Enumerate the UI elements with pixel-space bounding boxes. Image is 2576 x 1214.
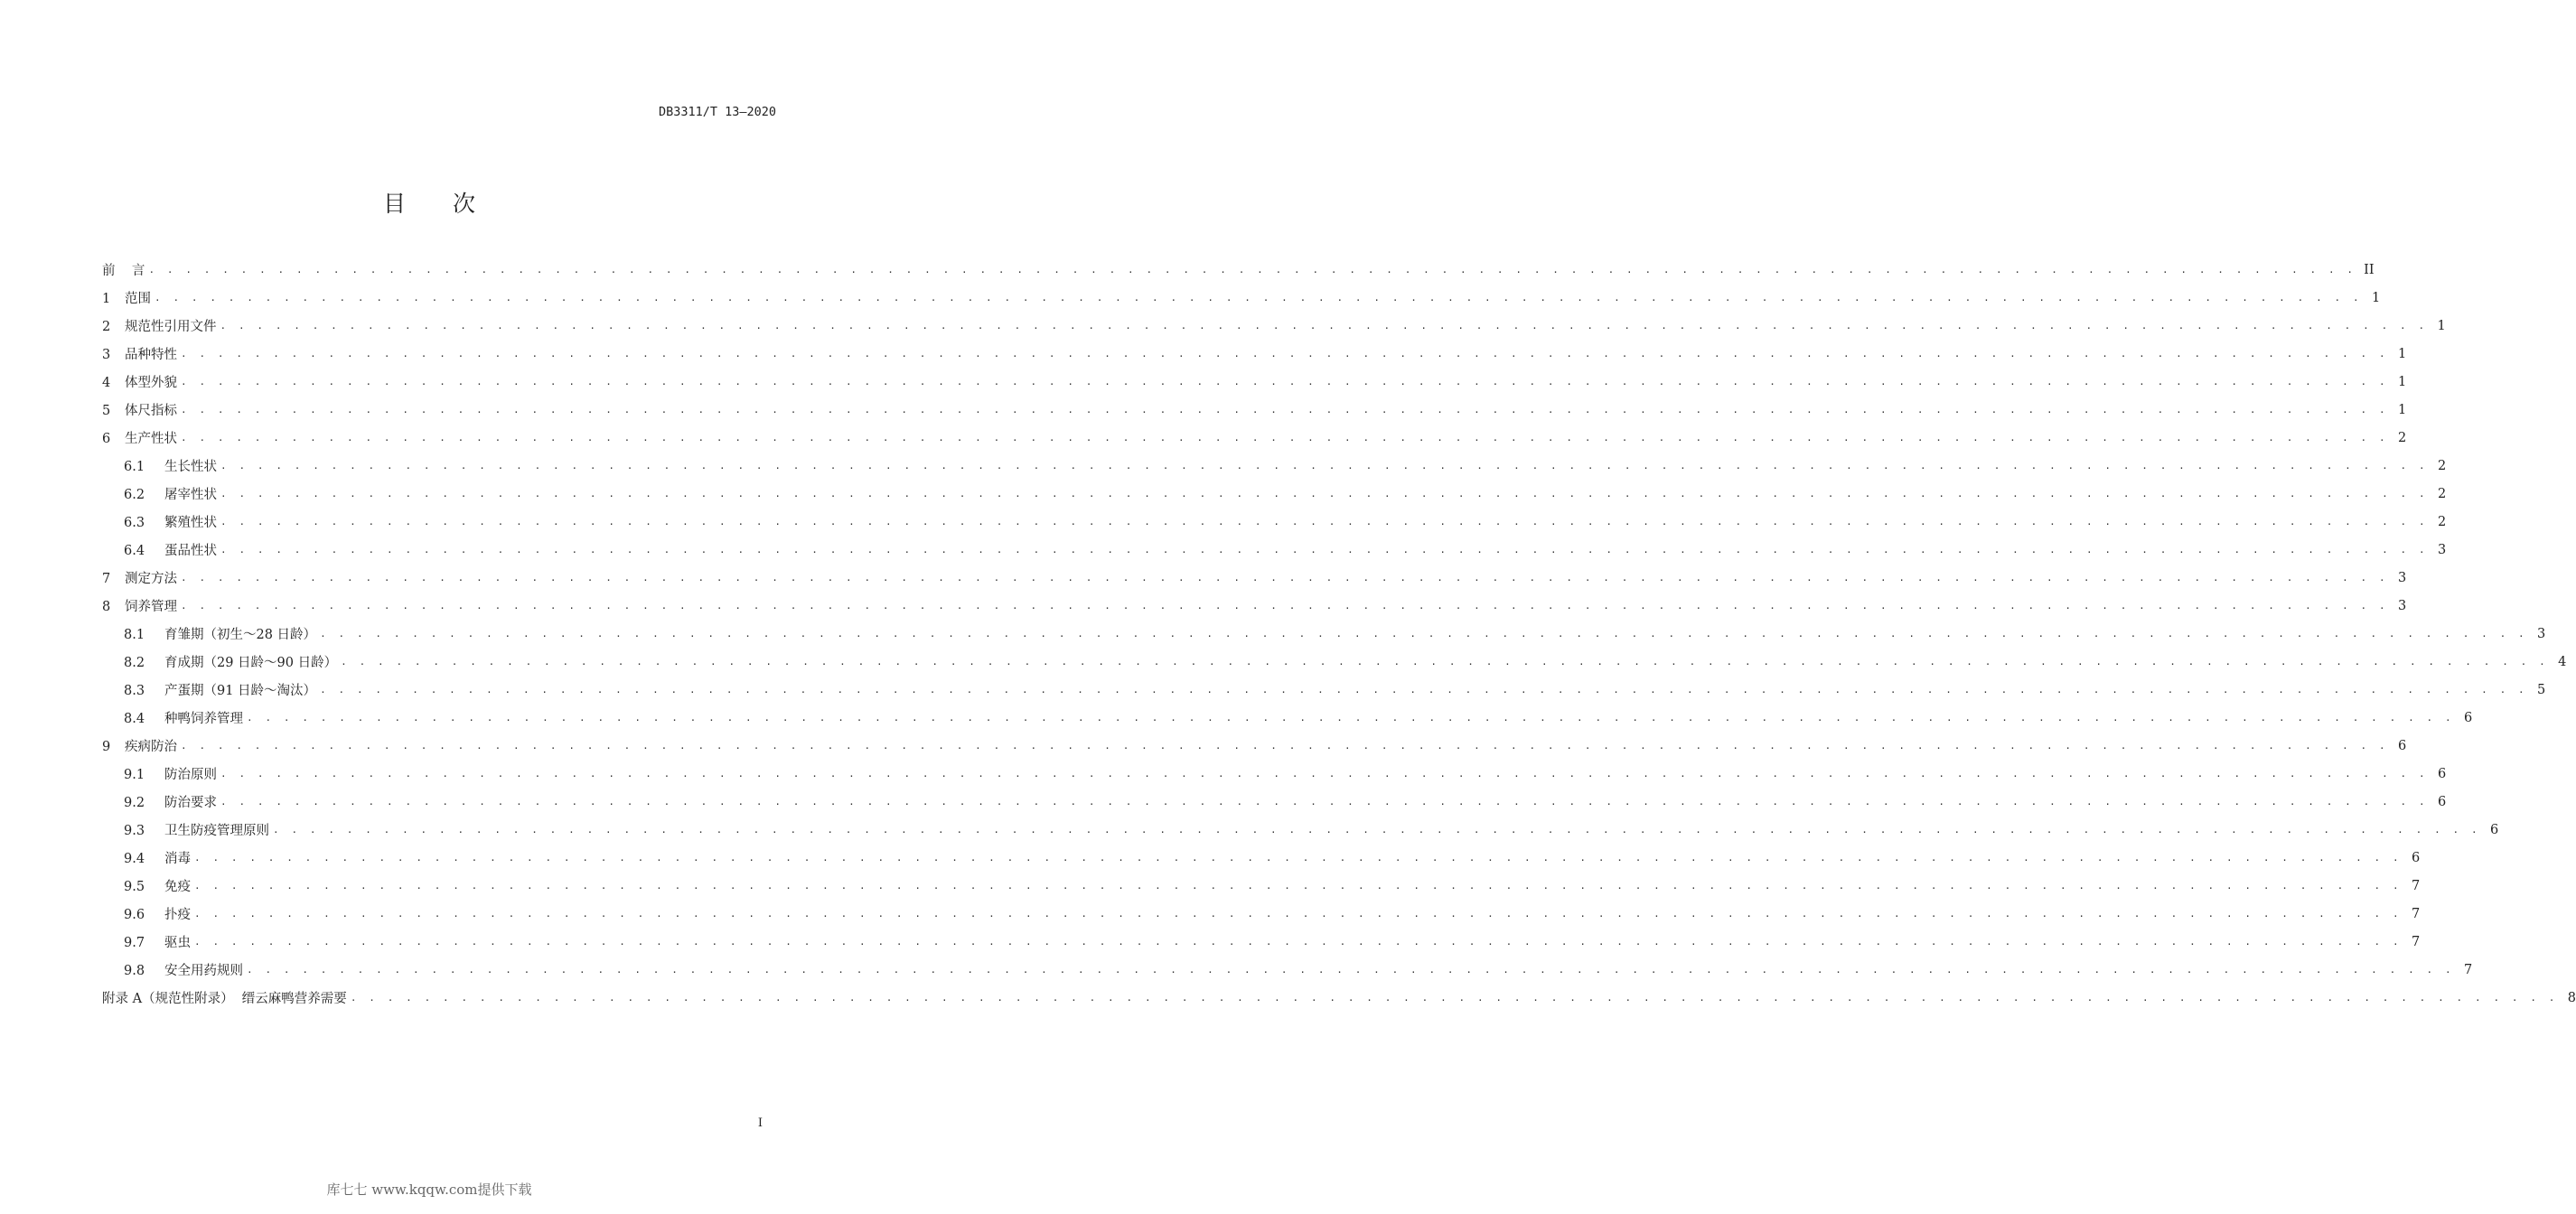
toc-entry-number: 6.1 [124,460,145,474]
toc-entry-page: 6 [2437,766,2447,781]
toc-entry-label [124,848,191,867]
toc-entry-text: 体尺指标 [125,404,177,418]
toc-entry-page: 1 [2397,374,2407,389]
toc-entry-label [102,428,177,447]
toc-leader-dots: . . . . . . . . . . . . . . . . . . . . . . . . . . . . . . . . . . . . . . . . . . . . . . . . . . . . . . . . . . . . . . . . . . . . . . . . . . . . . . . . . . . . . . . . . . . . . . . . . . . . . . . . . . . . . . . . . . . . . . . . [220,768,2429,780]
toc-entry-text: 安全用药规则 [164,964,243,978]
toc-entry-number: 8.2 [124,656,145,670]
toc-entry-page: 1 [2371,290,2381,305]
toc-entry[interactable] [102,452,2447,480]
toc-entry-text: 附录 A（规范性附录） 缙云麻鸭营养需要 [102,992,347,1006]
toc-entry[interactable] [102,956,2473,984]
toc-leader-dots: . . . . . . . . . . . . . . . . . . . . . . . . . . . . . . . . . . . . . . . . . . . . . . . . . . . . . . . . . . . . . . . . . . . . . . . . . . . . . . . . . . . . . . . . . . . . . . . . . . . . . . . . . . . . . . . . . . . . . . . . [194,880,2403,892]
toc-leader-dots: . . . . . . . . . . . . . . . . . . . . . . . . . . . . . . . . . . . . . . . . . . . . . . . . . . . . . . . . . . . . . . . . . . . . . . . . . . . . . . . . . . . . . . . . . . . . . . . . . . . . . . . . . . . . . . . . . . . . . . . . [341,656,2549,668]
toc-entry-number: 9.7 [124,936,145,950]
toc-entry-label [102,988,347,1007]
toc-entry-page: 6 [2437,794,2447,809]
toc-entry-text: 范围 [125,292,151,306]
toc-entry-label [124,484,217,503]
toc-entry-label [102,344,177,363]
toc-entry-number: 8.1 [124,628,145,642]
toc-entry-number: 9.3 [124,824,145,838]
toc-entry-label [124,540,217,559]
toc-entry-page: 3 [2397,570,2407,585]
toc-entry-page: 7 [2411,906,2421,921]
toc-leader-dots: . . . . . . . . . . . . . . . . . . . . . . . . . . . . . . . . . . . . . . . . . . . . . . . . . . . . . . . . . . . . . . . . . . . . . . . . . . . . . . . . . . . . . . . . . . . . . . . . . . . . . . . . . . . . . . . . . . . . . . . . [247,712,2455,724]
toc-entry-page: 1 [2397,402,2407,417]
toc-entry-text: 驱虫 [164,936,191,950]
toc-leader-dots: . . . . . . . . . . . . . . . . . . . . . . . . . . . . . . . . . . . . . . . . . . . . . . . . . . . . . . . . . . . . . . . . . . . . . . . . . . . . . . . . . . . . . . . . . . . . . . . . . . . . . . . . . . . . . . . . . . . . . . . . [181,600,2389,612]
toc-leader-dots: . . . . . . . . . . . . . . . . . . . . . . . . . . . . . . . . . . . . . . . . . . . . . . . . . . . . . . . . . . . . . . . . . . . . . . . . . . . . . . . . . . . . . . . . . . . . . . . . . . . . . . . . . . . . . . . . . . . . . . . . [181,376,2389,388]
toc-entry-label [124,932,191,951]
toc-entry-text: 繁殖性状 [164,516,217,530]
toc-entry-label [102,316,217,335]
toc-entry-label [124,820,269,839]
toc-leader-dots: . . . . . . . . . . . . . . . . . . . . . . . . . . . . . . . . . . . . . . . . . . . . . . . . . . . . . . . . . . . . . . . . . . . . . . . . . . . . . . . . . . . . . . . . . . . . . . . . . . . . . . . . . . . . . . . . . . . . . . . . [181,572,2389,584]
toc-entry-label [124,876,191,895]
toc-entry-page: 4 [2558,654,2567,669]
toc-leader-dots: . . . . . . . . . . . . . . . . . . . . . . . . . . . . . . . . . . . . . . . . . . . . . . . . . . . . . . . . . . . . . . . . . . . . . . . . . . . . . . . . . . . . . . . . . . . . . . . . . . . . . . . . . . . . . . . . . . . . . . . . [155,292,2363,304]
toc-entry-text: 规范性引用文件 [125,320,217,334]
toc-entry-number: 2 [102,320,111,334]
toc-entry-number: 6.4 [124,544,145,558]
toc-entry[interactable] [102,984,2576,1012]
toc-leader-dots: . . . . . . . . . . . . . . . . . . . . . . . . . . . . . . . . . . . . . . . . . . . . . . . . . . . . . . . . . . . . . . . . . . . . . . . . . . . . . . . . . . . . . . . . . . . . . . . . . . . . . . . . . . . . . . . . . . . . . . . . [273,824,2481,836]
toc-leader-dots: . . . . . . . . . . . . . . . . . . . . . . . . . . . . . . . . . . . . . . . . . . . . . . . . . . . . . . . . . . . . . . . . . . . . . . . . . . . . . . . . . . . . . . . . . . . . . . . . . . . . . . . . . . . . . . . . . . . . . . . . [220,516,2429,528]
toc-entry-number: 9.2 [124,796,145,810]
toc-leader-dots: . . . . . . . . . . . . . . . . . . . . . . . . . . . . . . . . . . . . . . . . . . . . . . . . . . . . . . . . . . . . . . . . . . . . . . . . . . . . . . . . . . . . . . . . . . . . . . . . . . . . . . . . . . . . . . . . . . . . . . . . [220,488,2429,500]
toc-entry[interactable] [102,536,2447,564]
toc-entry[interactable] [102,900,2421,928]
toc-entry-text: 疾病防治 [125,740,177,754]
toc-entry-page: 2 [2437,458,2447,473]
toc-entry-page: 6 [2489,822,2499,837]
page-title: 目 次 [383,191,495,217]
toc-leader-dots: . . . . . . . . . . . . . . . . . . . . . . . . . . . . . . . . . . . . . . . . . . . . . . . . . . . . . . . . . . . . . . . . . . . . . . . . . . . . . . . . . . . . . . . . . . . . . . . . . . . . . . . . . . . . . . . . . . . . . . . . [194,908,2403,920]
toc-entry[interactable] [102,816,2499,844]
toc-entry-number: 9.5 [124,880,145,894]
toc-entry-label [102,260,145,279]
toc-entry[interactable] [102,312,2446,340]
toc-entry-text: 消毒 [164,852,191,866]
toc-entry[interactable] [102,340,2407,368]
toc-entry[interactable] [102,256,2375,284]
toc-entry-text: 饲养管理 [125,600,177,614]
toc-entry-number: 6.3 [124,516,145,530]
toc-entry-text: 品种特性 [125,348,177,362]
toc-entry-number: 8.4 [124,712,145,726]
toc-leader-dots: . . . . . . . . . . . . . . . . . . . . . . . . . . . . . . . . . . . . . . . . . . . . . . . . . . . . . . . . . . . . . . . . . . . . . . . . . . . . . . . . . . . . . . . . . . . . . . . . . . . . . . . . . . . . . . . . . . . . . . . . [220,460,2429,472]
toc-entry-page: 1 [2437,318,2446,333]
toc-entry-page: 7 [2411,878,2421,893]
toc-entry[interactable] [102,424,2407,452]
toc-leader-dots: . . . . . . . . . . . . . . . . . . . . . . . . . . . . . . . . . . . . . . . . . . . . . . . . . . . . . . . . . . . . . . . . . . . . . . . . . . . . . . . . . . . . . . . . . . . . . . . . . . . . . . . . . . . . . . . . . . . . . . . . [194,936,2403,948]
toc-entry-page: 7 [2411,934,2421,949]
toc-entry-number: 6.2 [124,488,145,502]
toc-entry-page: 6 [2397,738,2407,753]
toc-entry-text: 生长性状 [164,460,217,474]
toc-entry-label [124,624,316,643]
toc-leader-dots: . . . . . . . . . . . . . . . . . . . . . . . . . . . . . . . . . . . . . . . . . . . . . . . . . . . . . . . . . . . . . . . . . . . . . . . . . . . . . . . . . . . . . . . . . . . . . . . . . . . . . . . . . . . . . . . . . . . . . . . . [320,684,2528,696]
toc-entry-text: 屠宰性状 [164,488,217,502]
toc-entry-text: 扑疫 [164,908,191,922]
toc-entry-label [124,904,191,923]
toc-entry-label [102,568,177,587]
toc-entry-page: 2 [2437,514,2447,529]
toc-entry-page: 1 [2397,346,2407,361]
toc-entry-page: 3 [2437,542,2447,557]
toc-entry-page: 3 [2537,626,2546,641]
toc-entry-number: 9.6 [124,908,145,922]
toc-entry-number: 8 [102,600,111,614]
toc-entry[interactable] [102,872,2421,900]
toc-entry-number: 3 [102,348,111,362]
toc-entry[interactable] [102,564,2407,592]
toc-leader-dots: . . . . . . . . . . . . . . . . . . . . . . . . . . . . . . . . . . . . . . . . . . . . . . . . . . . . . . . . . . . . . . . . . . . . . . . . . . . . . . . . . . . . . . . . . . . . . . . . . . . . . . . . . . . . . . . . . . . . . . . . [320,628,2528,640]
toc-entry-number: 6 [102,432,111,446]
toc-entry-label [124,764,217,783]
page-number: I [757,1116,763,1130]
toc-leader-dots: . . . . . . . . . . . . . . . . . . . . . . . . . . . . . . . . . . . . . . . . . . . . . . . . . . . . . . . . . . . . . . . . . . . . . . . . . . . . . . . . . . . . . . . . . . . . . . . . . . . . . . . . . . . . . . . . . . . . . . . . [194,852,2403,864]
toc-entry[interactable] [102,676,2546,704]
toc-entry-page: 8 [2567,990,2576,1005]
toc-entry[interactable] [102,648,2567,676]
toc-leader-dots: . . . . . . . . . . . . . . . . . . . . . . . . . . . . . . . . . . . . . . . . . . . . . . . . . . . . . . . . . . . . . . . . . . . . . . . . . . . . . . . . . . . . . . . . . . . . . . . . . . . . . . . . . . . . . . . . . . . . . . . . [220,320,2428,332]
toc-entry-label [124,680,316,699]
toc-entry-number: 9.4 [124,852,145,866]
toc-entry-label [124,652,337,671]
toc-entry-text: 产蛋期（91 日龄～淘汰） [164,684,317,698]
toc-entry[interactable] [102,592,2407,620]
toc-entry-page: 3 [2397,598,2407,613]
toc-leader-dots: . . . . . . . . . . . . . . . . . . . . . . . . . . . . . . . . . . . . . . . . . . . . . . . . . . . . . . . . . . . . . . . . . . . . . . . . . . . . . . . . . . . . . . . . . . . . . . . . . . . . . . . . . . . . . . . . . . . . . . . . [350,992,2559,1004]
toc-entry-text: 育成期（29 日龄～90 日龄） [164,656,338,670]
toc-entry-number: 4 [102,376,111,390]
toc-entry-page: 5 [2537,682,2546,697]
toc-entry-text: 生产性状 [125,432,177,446]
toc-entry[interactable] [102,368,2407,396]
toc-entry-page: 6 [2411,850,2421,865]
toc-entry-label [102,596,177,615]
toc-entry-text: 防治原则 [164,768,217,782]
toc-entry-text: 防治要求 [164,796,217,810]
toc-entry-label [124,708,243,727]
toc-entry[interactable] [102,844,2421,872]
toc-leader-dots: . . . . . . . . . . . . . . . . . . . . . . . . . . . . . . . . . . . . . . . . . . . . . . . . . . . . . . . . . . . . . . . . . . . . . . . . . . . . . . . . . . . . . . . . . . . . . . . . . . . . . . . . . . . . . . . . . . . . . . . . [220,796,2429,808]
toc-entry[interactable] [102,508,2447,536]
toc-entry-label [102,736,177,755]
toc-leader-dots: . . . . . . . . . . . . . . . . . . . . . . . . . . . . . . . . . . . . . . . . . . . . . . . . . . . . . . . . . . . . . . . . . . . . . . . . . . . . . . . . . . . . . . . . . . . . . . . . . . . . . . . . . . . . . . . . . . . . . . . . [247,964,2455,976]
toc-entry[interactable] [102,704,2473,732]
toc-entry-label [124,512,217,531]
toc-entry-text: 免疫 [164,880,191,894]
toc-leader-dots: . . . . . . . . . . . . . . . . . . . . . . . . . . . . . . . . . . . . . . . . . . . . . . . . . . . . . . . . . . . . . . . . . . . . . . . . . . . . . . . . . . . . . . . . . . . . . . . . . . . . . . . . . . . . . . . . . . . . . . . . [181,404,2389,416]
toc-entry-label [102,400,177,419]
toc-entry-text: 测定方法 [125,572,177,586]
toc-entry-text: 种鸭饲养管理 [164,712,243,726]
watermark: 库七七 www.kqqw.com提供下载 [326,1181,532,1198]
toc-entry[interactable] [102,788,2447,816]
document-code: DB3311/T 13—2020 [658,105,776,119]
toc-entry-number: 1 [102,292,111,306]
toc-leader-dots: . . . . . . . . . . . . . . . . . . . . . . . . . . . . . . . . . . . . . . . . . . . . . . . . . . . . . . . . . . . . . . . . . . . . . . . . . . . . . . . . . . . . . . . . . . . . . . . . . . . . . . . . . . . . . . . . . . . . . . . . [220,544,2429,556]
toc-entry-label [102,288,151,307]
toc-entry[interactable] [102,396,2407,424]
toc-leader-dots: . . . . . . . . . . . . . . . . . . . . . . . . . . . . . . . . . . . . . . . . . . . . . . . . . . . . . . . . . . . . . . . . . . . . . . . . . . . . . . . . . . . . . . . . . . . . . . . . . . . . . . . . . . . . . . . . . . . . . . . . [181,348,2389,360]
toc-entry-label [124,792,217,811]
toc-entry[interactable] [102,620,2546,648]
toc-entry[interactable] [102,284,2381,312]
toc-entry-number: 9 [102,740,111,754]
toc-entry-number: 8.3 [124,684,145,698]
toc-entry-text: 蛋品性状 [164,544,217,558]
toc-leader-dots: . . . . . . . . . . . . . . . . . . . . . . . . . . . . . . . . . . . . . . . . . . . . . . . . . . . . . . . . . . . . . . . . . . . . . . . . . . . . . . . . . . . . . . . . . . . . . . . . . . . . . . . . . . . . . . . . . . . . . . . . [181,740,2389,752]
toc-entry-number: 5 [102,404,111,418]
toc-entry-text: 体型外貌 [125,376,177,390]
toc-leader-dots: . . . . . . . . . . . . . . . . . . . . . . . . . . . . . . . . . . . . . . . . . . . . . . . . . . . . . . . . . . . . . . . . . . . . . . . . . . . . . . . . . . . . . . . . . . . . . . . . . . . . . . . . . . . . . . . . . . . . . . . . [148,264,2356,275]
toc-entry-text: 育雏期（初生～28 日龄） [164,628,317,642]
toc-entry-page: II [2364,262,2375,277]
toc-entry-number: 9.8 [124,964,145,978]
toc-entry-text: 前 言 [102,264,145,278]
toc-entry-label [102,372,177,391]
toc-leader-dots: . . . . . . . . . . . . . . . . . . . . . . . . . . . . . . . . . . . . . . . . . . . . . . . . . . . . . . . . . . . . . . . . . . . . . . . . . . . . . . . . . . . . . . . . . . . . . . . . . . . . . . . . . . . . . . . . . . . . . . . . [181,432,2389,444]
toc-entry-page: 6 [2463,710,2473,725]
toc-entry-page: 7 [2463,962,2473,977]
toc-entry[interactable] [102,928,2421,956]
table-of-contents [102,256,2576,1012]
toc-entry[interactable] [102,760,2447,788]
toc-entry-text: 卫生防疫管理原则 [164,824,269,838]
toc-entry[interactable] [102,480,2447,508]
toc-entry-page: 2 [2397,430,2407,445]
toc-entry-page: 2 [2437,486,2447,501]
toc-entry[interactable] [102,732,2407,760]
toc-entry-number: 7 [102,572,111,586]
toc-entry-label [124,960,243,979]
toc-entry-label [124,456,217,475]
toc-entry-number: 9.1 [124,768,145,782]
